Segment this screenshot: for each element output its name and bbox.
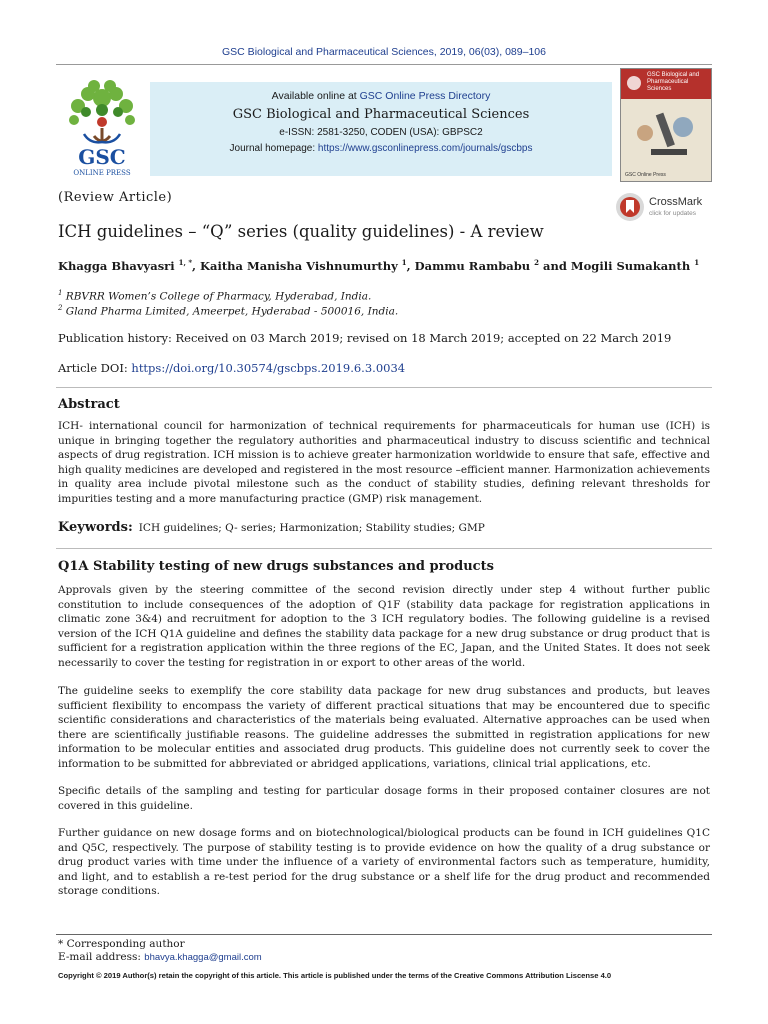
author-name: Mogili Sumakanth (570, 258, 695, 273)
pubhist-label: Publication history: (58, 331, 176, 345)
author-sep: , (192, 258, 201, 273)
directory-link[interactable]: GSC Online Press Directory (359, 90, 491, 102)
body-paragraph: Specific details of the sampling and testing for particular dosage forms in their proposed container closures are not covered in this guideline. (58, 785, 710, 812)
keywords (58, 520, 485, 535)
affiliation-text: Gland Pharma Limited, Ameerpet, Hyderabad - 500016, India. (62, 305, 399, 318)
crossmark-sub: click for updates (649, 210, 696, 217)
author-sup: 2 (534, 258, 540, 267)
author-sup: 1 (694, 258, 700, 267)
available-prefix: Available online at (271, 90, 360, 102)
abstract-heading: Abstract (58, 397, 120, 412)
author-name: Kaitha Manisha Vishnumurthy (200, 258, 402, 273)
section-heading: Q1A Stability testing of new drugs substances and products (58, 559, 494, 574)
doi-label: Article DOI: (58, 361, 132, 375)
journal-cover (620, 68, 712, 182)
affiliation-2 (58, 304, 398, 318)
author-sep: , (406, 258, 415, 273)
author-sup: 1, * (178, 258, 193, 267)
running-header: GSC Biological and Pharmaceutical Sciences, 2019, 06(03), 089–106 (222, 46, 546, 58)
publication-history (58, 331, 671, 345)
affiliation-1 (58, 289, 371, 303)
homepage-prefix: Journal homepage: (229, 143, 318, 154)
tree-logo-icon (60, 76, 144, 178)
doi-link[interactable]: https://doi.org/10.30574/gscbps.2019.6.3.0034 (131, 361, 406, 375)
paper-title: ICH guidelines – “Q” series (quality guidelines) - A review (58, 222, 544, 241)
author-sup: 1 (401, 258, 407, 267)
issn: e-ISSN: 2581-3250, CODEN (USA): GBPSC2 (279, 127, 483, 138)
crossmark-badge[interactable] (615, 192, 715, 222)
journal-name: GSC Biological and Pharmaceutical Sciences (232, 107, 530, 122)
affiliation-text: RBVRR Women’s College of Pharmacy, Hyderabad, India. (62, 290, 372, 303)
email-link[interactable]: bhavya.khagga@gmail.com (144, 952, 262, 963)
author-list (58, 258, 699, 273)
abstract-text: ICH- international council for harmonization of technical requirements for pharmaceuticals for human use (ICH) is unique in bringing together the regulatory authorities and pharmaceutical industry to discuss scientific and technical aspects of drug registration. ICH mission is to achieve greater harmonization worldwide to ensure that safe, effective and high quality medicines are developed and registered in the most resource –efficient manner. Harmonization achievements in quality area include pivotal milestone such as the conduct of stability studies, defining relevant thresholds for impurities testing and a more manufacturing practice (GMP) risk management. (58, 420, 710, 505)
email-label: E-mail address: (58, 951, 145, 963)
svg-text:ONLINE PRESS: ONLINE PRESS (73, 169, 131, 177)
cover-title: GSC Biological and Pharmaceutical Sciences (621, 69, 711, 99)
keywords-label: Keywords: (58, 520, 133, 535)
keywords-text: ICH guidelines; Q- series; Harmonization; Stability studies; GMP (138, 522, 485, 534)
corresponding-author: * Corresponding author (58, 938, 185, 950)
divider (56, 548, 712, 549)
homepage-link[interactable]: https://www.gsconlinepress.com/journals/gscbps (317, 143, 533, 154)
affiliation-num: 2 (58, 304, 63, 312)
crossmark-icon (615, 192, 645, 222)
email-line (58, 951, 262, 963)
pubhist-text: Received on 03 March 2019; revised on 18 March 2019; accepted on 22 March 2019 (175, 331, 672, 345)
gsc-logo (60, 76, 144, 178)
divider (56, 387, 712, 388)
author-sep: and (539, 258, 571, 273)
affiliation-num: 1 (58, 289, 63, 297)
cover-footer: GSC Online Press (625, 172, 666, 178)
copyright-notice: Copyright © 2019 Author(s) retain the copyright of this article. This article is published under the terms of the Creative Commons Attribution Liscense 4.0 (58, 971, 612, 980)
svg-text:GSC: GSC (78, 145, 126, 169)
article-type: (Review Article) (58, 190, 173, 205)
body-paragraph: The guideline seeks to exemplify the core stability data package for new drug substances and products, but leaves sufficient flexibility to encompass the variety of different practical situations that may be encountered due to specific scientific considerations and characteristics of the materials being evaluated. Alternative approaches can be used when there are scientifically justifiable reasons. The guideline addresses the submitted in registration applications for new information to be molecular entities and associated drug products. This guideline does not currently seek to cover the information to be submitted for abbreviated or abridged applications, variations, clinical trial applications, etc. (58, 685, 710, 770)
body-paragraph: Further guidance on new dosage forms and on biotechnological/biological products can be found in ICH guidelines Q1C and Q5C, respectively. The purpose of stability testing is to provide evidence on how the quality of a drug substance or drug product varies with time under the influence of a variety of environmental factors such as temperature, humidity, and light, and to establish a re-test period for the drug substance or a shelf life for the drug product and recommended storage conditions. (58, 827, 710, 897)
footer-rule (56, 934, 712, 935)
crossmark-label: CrossMark (649, 196, 703, 208)
article-doi (58, 361, 405, 375)
author-name: Khagga Bhavyasri (58, 258, 179, 273)
journal-info-box (150, 82, 612, 176)
body-paragraph: Approvals given by the steering committee of the second revision directly under step 4 without further public constitution to include consequences of the adoption of Q1F (stability data package for registration applications in climatic zone 3&4) and recruitment for adoption to the 3 ICH regulatory bodies. The following guideline is a revised version of the ICH Q1A guideline and defines the stability data package for a new drug substance or drug product that is sufficient for a registration application within the three regions of the EC, Japan, and the United States. It does not seek necessarily to cover the testing for registration in or export to other areas of the world. (58, 584, 710, 669)
microscope-icon (621, 69, 711, 181)
author-name: Dammu Rambabu (414, 258, 535, 273)
header-rule (56, 64, 712, 65)
